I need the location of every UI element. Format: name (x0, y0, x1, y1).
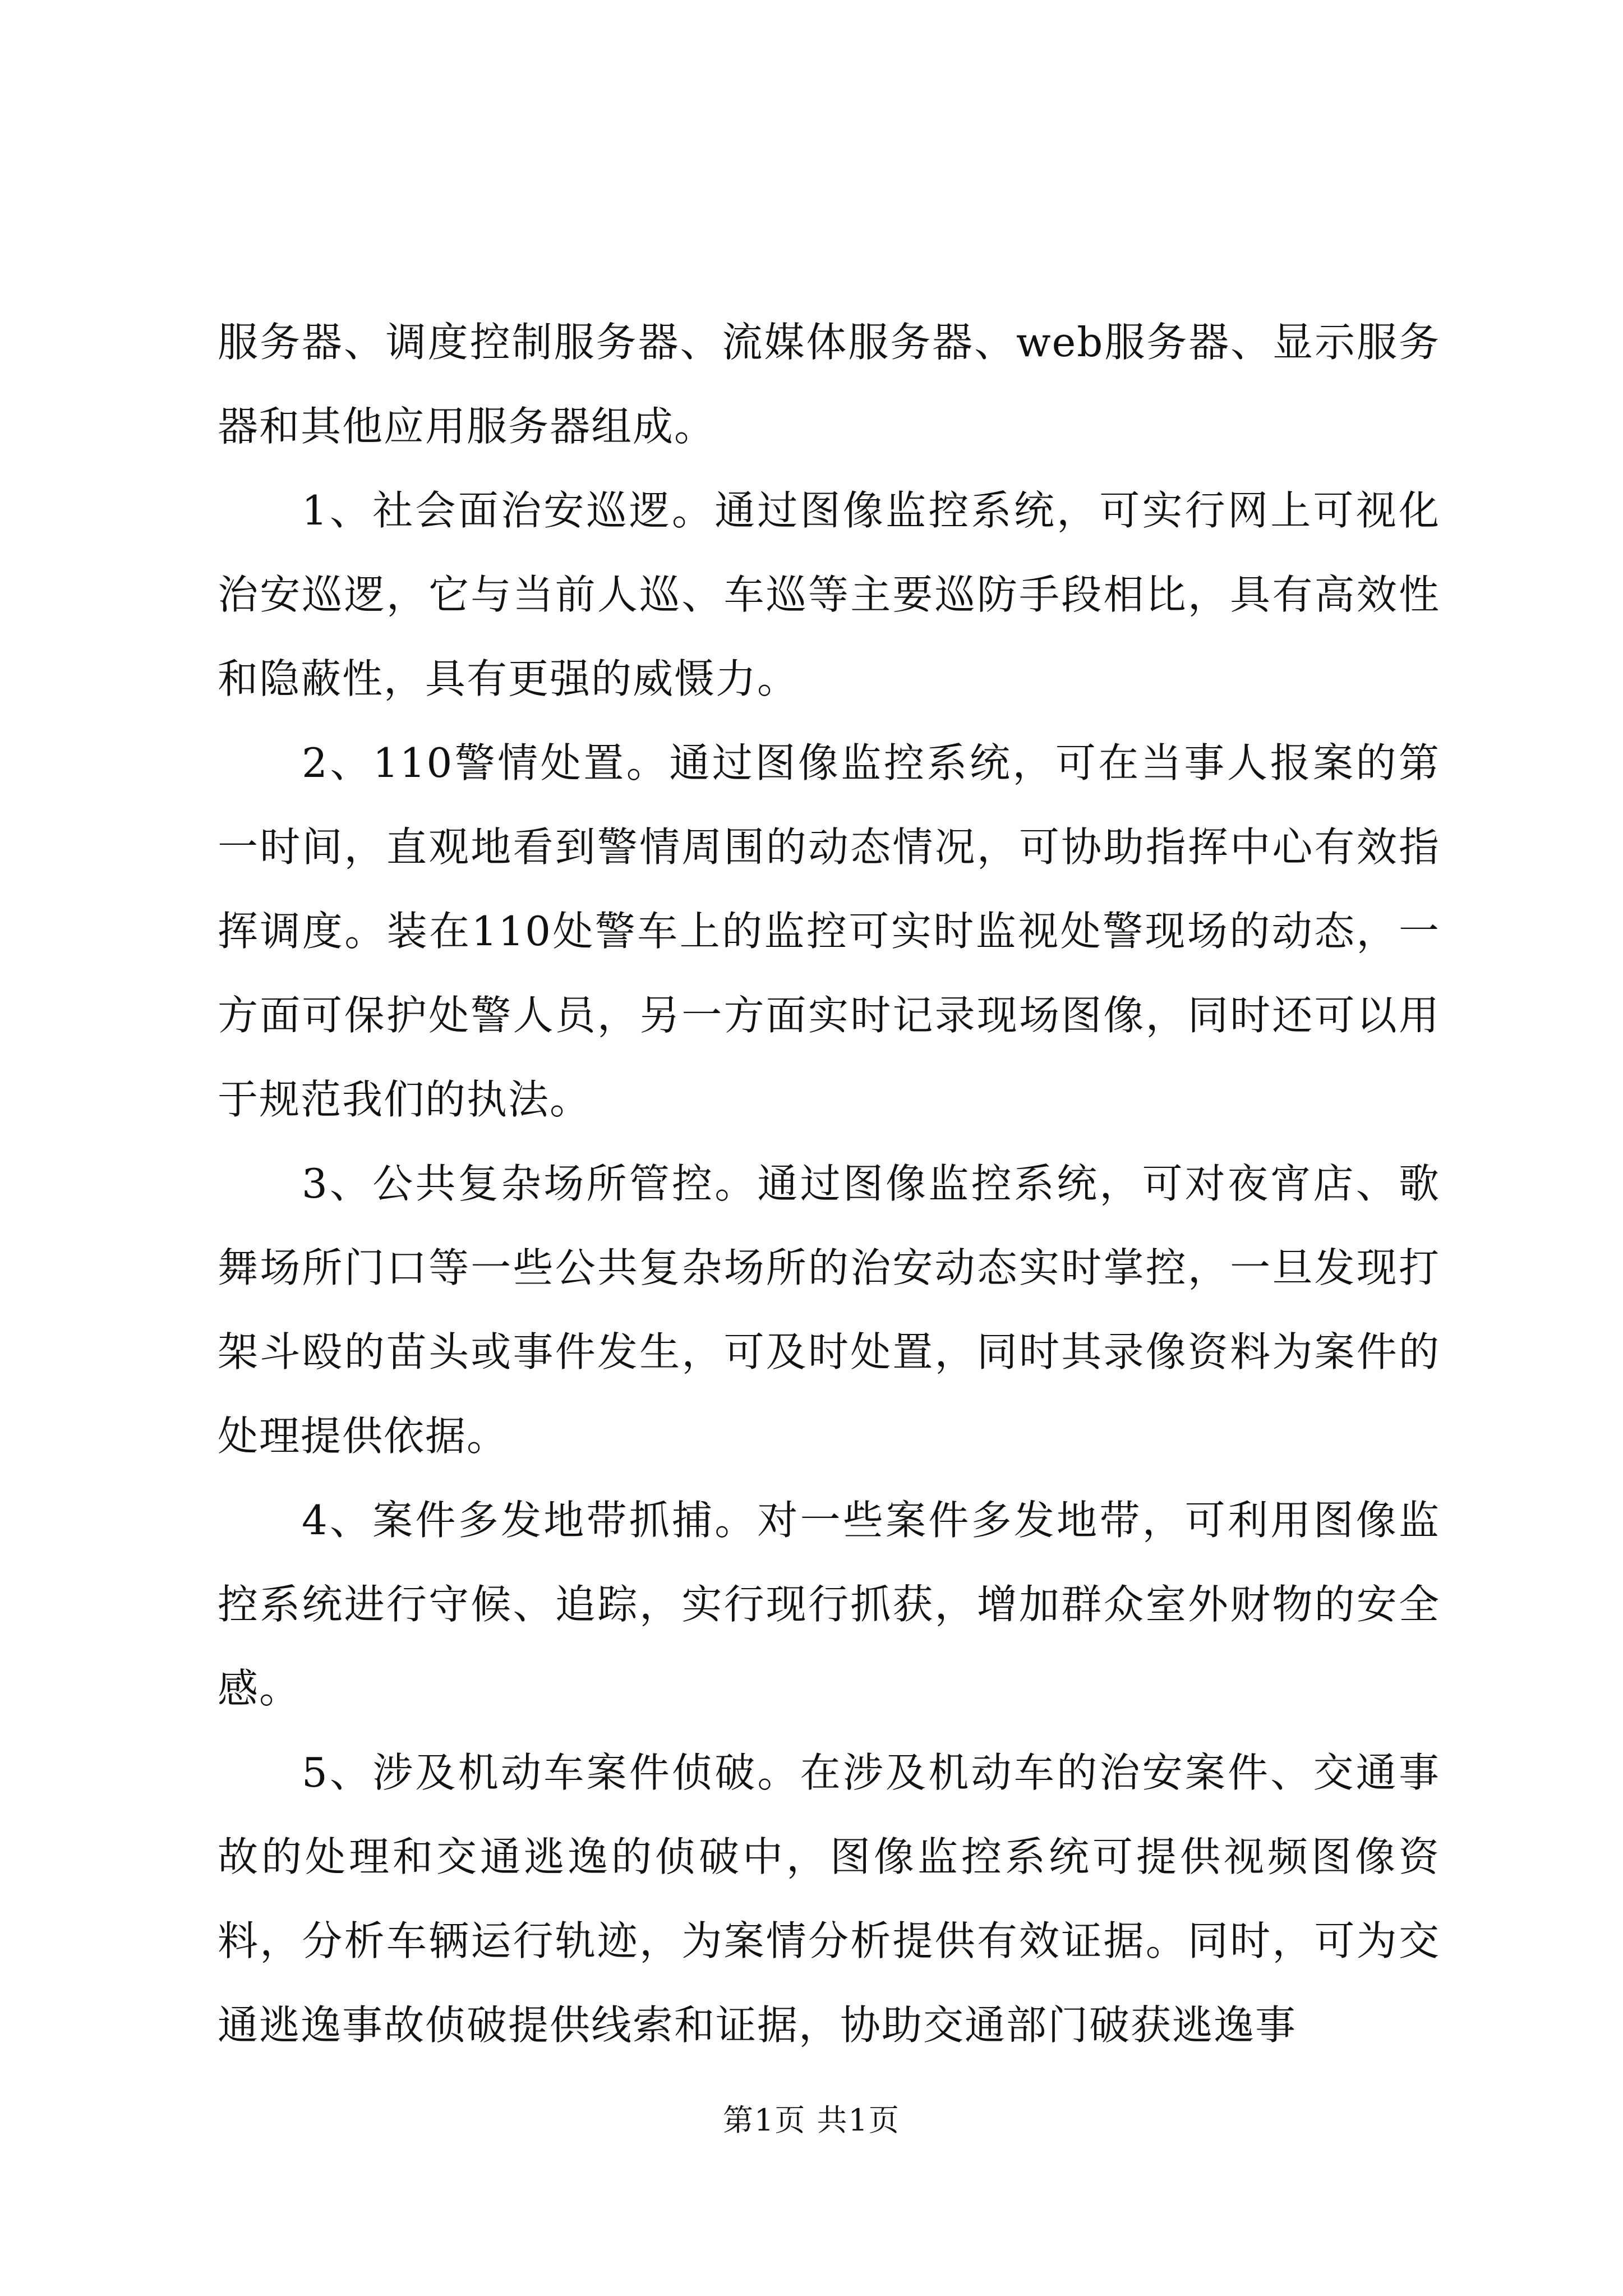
paragraph-item-1: 1、社会面治安巡逻。通过图像监控系统，可实行网上可视化治安巡逻，它与当前人巡、车巡等主要巡防手段相比，具有高效性和隐蔽性，具有更强的威慑力。 (218, 487, 1440, 702)
page-footer: 第1页 共1页 (723, 2102, 900, 2138)
paragraph-item-4: 4、案件多发地带抓捕。对一些案件多发地带，可利用图像监控系统进行守候、追踪，实行现行抓获，增加群众室外财物的安全感。 (218, 1497, 1440, 1712)
paragraph-item-3: 3、公共复杂场所管控。通过图像监控系统，可对夜宵店、歌舞场所门口等一些公共复杂场所的治安动态实时掌控，一旦发现打架斗殴的苗头或事件发生，可及时处置，同时其录像资料为案件的处理提供依据。 (218, 1160, 1440, 1460)
paragraph-item-2: 2、110警情处置。通过图像监控系统，可在当事人报案的第一时间，直观地看到警情周围的动态情况，可协助指挥中心有效指挥调度。装在110处警车上的监控可实时监视处警现场的动态，一方面可保护处警人员，另一方面实时记录现场图像，同时还可以用于规范我们的执法。 (218, 739, 1440, 1123)
paragraph-item-5: 5、涉及机动车案件侦破。在涉及机动车的治安案件、交通事故的处理和交通逃逸的侦破中，图像监控系统可提供视频图像资料，分析车辆运行轨迹，为案情分析提供有效证据。同时，可为交通逃逸事故侦破提供线索和证据，协助交通部门破获逃逸事 (218, 1749, 1440, 2049)
document-body (218, 300, 1440, 2067)
paragraph-continued: 服务器、调度控制服务器、流媒体服务器、web服务器、显示服务器和其他应用服务器组成。 (218, 319, 1440, 450)
